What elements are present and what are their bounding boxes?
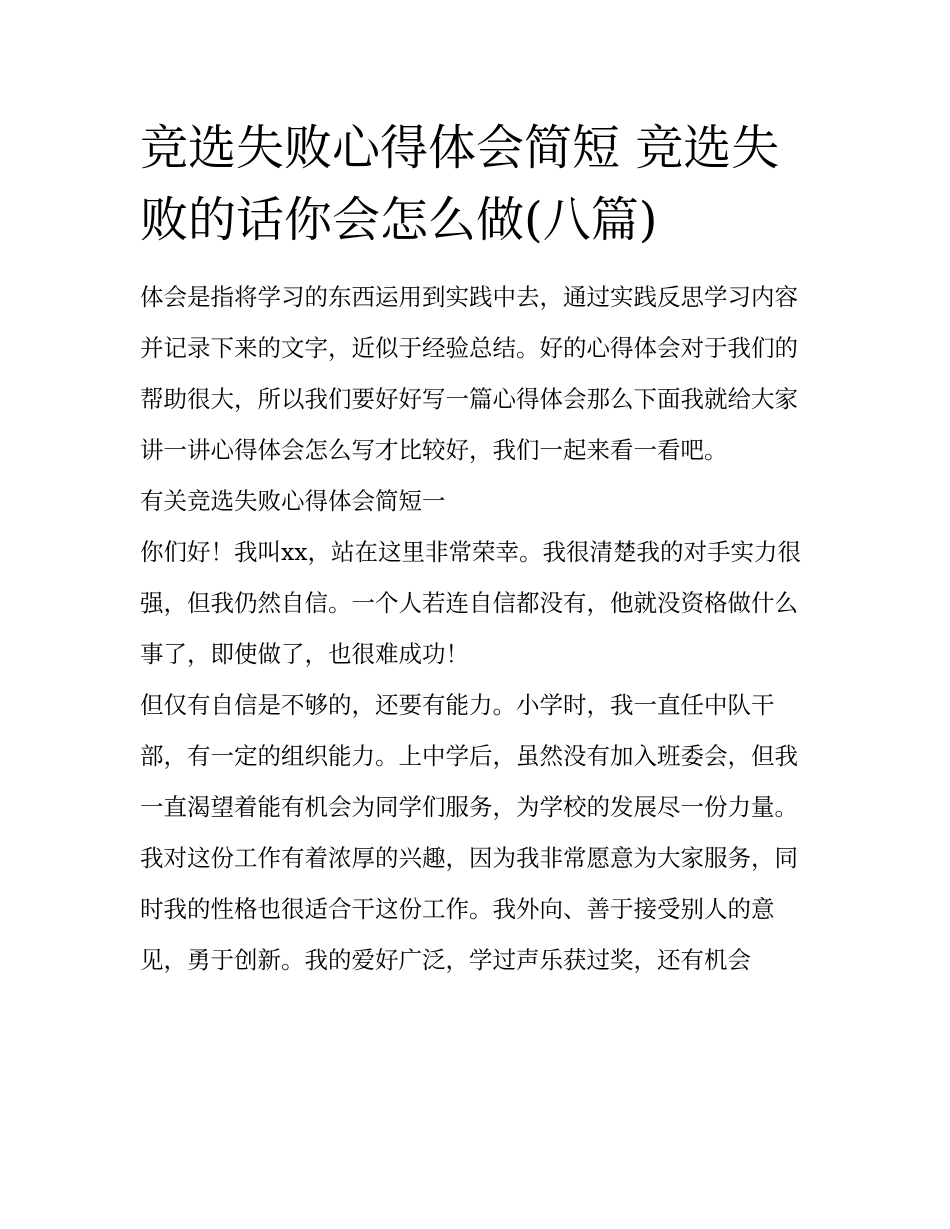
paragraph-intro: 体会是指将学习的东西运用到实践中去，通过实践反思学习内容并记录下来的文字，近似于经验总结。好的心得体会对于我们的帮助很大，所以我们要好好写一篇心得体会那么下面我就给大家讲一讲心得体会怎么写才比较好，我们一起来看一看吧。: [140, 283, 798, 464]
paragraph-greeting: 你们好！我叫xx，站在这里非常荣幸。我很清楚我的对手实力很强，但我仍然自信。一个人若连自信都没有，他就没资格做什么事了，即使做了，也很难成功！: [140, 538, 802, 668]
document-title: 竞选失败心得体会简短 竞选失败的话你会怎么做(八篇): [140, 120, 780, 248]
document-page: [140, 112, 815, 986]
paragraph-ability: 但仅有自信是不够的，还要有能力。小学时，我一直任中队干部，有一定的组织能力。上中学后，虽然没有加入班委会，但我一直渴望着能有机会为同学们服务，为学校的发展尽一份力量。: [140, 691, 798, 821]
paragraph-interest: 我对这份工作有着浓厚的兴趣，因为我非常愿意为大家服务，同时我的性格也很适合干这份工作。我外向、善于接受别人的意见，勇于创新。我的爱好广泛，学过声乐获过奖，还有机会: [140, 844, 798, 974]
document-body: [140, 272, 815, 986]
section-heading: 有关竞选失败心得体会简短一: [140, 487, 446, 515]
